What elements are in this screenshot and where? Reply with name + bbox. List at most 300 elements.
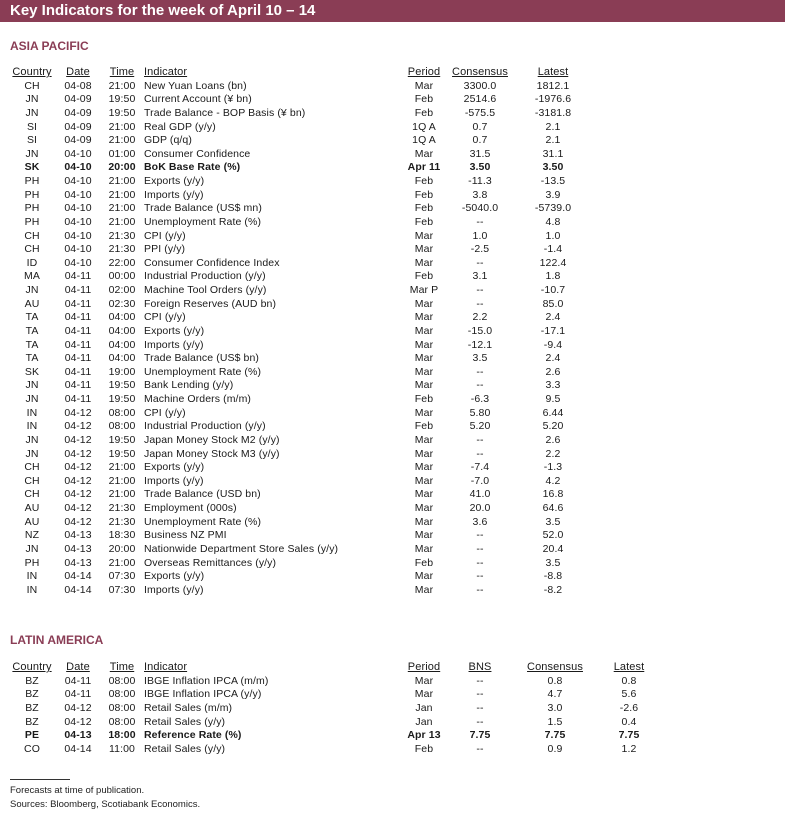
cell-time: 02:00 — [108, 284, 136, 296]
cell-period: Mar — [414, 147, 434, 160]
table-row — [8, 107, 594, 121]
cell-date: 04-14 — [64, 570, 92, 583]
cell-period: Feb — [414, 93, 434, 106]
cell-period: Apr 11 — [407, 161, 441, 174]
cell-indicator: Machine Tool Orders (y/y) — [144, 284, 267, 296]
table-row — [8, 488, 594, 502]
cell-latest: 4.8 — [545, 215, 561, 228]
cell-date: 04-11 — [64, 674, 92, 687]
table-row — [8, 189, 594, 203]
cell-indicator: Exports (y/y) — [144, 175, 205, 187]
cell-time: 04:00 — [108, 311, 136, 324]
cell-time: 21:30 — [108, 502, 136, 514]
cell-period: Feb — [414, 202, 434, 215]
cell-country: CO — [24, 742, 40, 755]
cell-date: 04-13 — [64, 556, 92, 569]
cell-indicator: Japan Money Stock M2 (y/y) — [144, 433, 280, 446]
cell-consensus: 0.9 — [547, 742, 563, 755]
cell-period: Mar — [414, 365, 434, 378]
column-header-latest: Latest — [613, 661, 645, 673]
cell-time: 07:30 — [108, 570, 136, 583]
cell-consensus: -6.3 — [470, 393, 490, 405]
cell-time: 11:00 — [109, 742, 135, 755]
cell-country: AU — [24, 297, 40, 310]
footnote-divider — [10, 779, 70, 780]
cell-country: MA — [24, 270, 40, 283]
cell-period: Feb — [414, 556, 434, 569]
cell-country: ID — [26, 256, 38, 269]
cell-date: 04-11 — [64, 379, 92, 392]
cell-country: TA — [25, 338, 39, 351]
column-header-consensus: Consensus — [527, 661, 583, 673]
cell-time: 19:50 — [108, 393, 136, 405]
cell-period: Feb — [414, 393, 434, 405]
table-row — [8, 420, 594, 434]
column-header-bns: BNS — [468, 661, 492, 673]
table-row — [8, 121, 594, 135]
cell-latest: -10.7 — [540, 284, 566, 296]
cell-indicator: Machine Orders (m/m) — [144, 393, 252, 405]
cell-latest: 2.4 — [545, 311, 561, 324]
cell-country: TA — [25, 352, 39, 365]
cell-date: 04-12 — [64, 502, 92, 514]
cell-country: JN — [25, 542, 39, 555]
cell-period: Mar — [414, 311, 434, 324]
cell-date: 04-10 — [64, 229, 92, 242]
table-row — [8, 352, 594, 366]
cell-time: 20:00 — [108, 542, 136, 555]
cell-country: JN — [25, 93, 39, 106]
cell-time: 08:00 — [108, 674, 136, 687]
cell-time: 21:00 — [108, 202, 136, 215]
cell-consensus: -2.5 — [470, 243, 490, 256]
cell-latest: 3.3 — [545, 379, 561, 392]
cell-date: 04-10 — [64, 161, 92, 174]
table-row — [8, 702, 660, 716]
cell-consensus: 0.7 — [472, 134, 488, 147]
cell-time: 21:00 — [108, 461, 136, 474]
cell-latest: 16.8 — [542, 488, 564, 501]
cell-indicator: CPI (y/y) — [144, 311, 186, 324]
cell-indicator: Business NZ PMI — [144, 529, 227, 542]
table-row — [8, 584, 594, 598]
cell-period: Mar — [414, 352, 434, 365]
cell-consensus: -7.4 — [470, 461, 490, 474]
cell-indicator: Imports (y/y) — [144, 583, 204, 596]
table-row — [8, 434, 594, 448]
cell-indicator: Foreign Reserves (AUD bn) — [144, 297, 277, 310]
cell-indicator: Exports (y/y) — [144, 461, 205, 474]
cell-time: 20:00 — [108, 161, 136, 174]
cell-country: PH — [24, 556, 40, 569]
cell-country: CH — [24, 461, 40, 474]
cell-period: Feb — [414, 188, 434, 201]
table-row — [8, 475, 594, 489]
cell-consensus: -- — [476, 256, 484, 269]
cell-indicator: GDP (q/q) — [144, 134, 192, 147]
cell-indicator: BoK Base Rate (%) — [144, 161, 241, 174]
table-row — [8, 448, 594, 462]
cell-date: 04-11 — [64, 393, 92, 405]
cell-period: Mar — [414, 447, 434, 460]
table-row — [8, 379, 594, 393]
cell-time: 08:00 — [108, 406, 136, 419]
footnote-sources: Sources: Bloomberg, Scotiabank Economics. — [10, 799, 201, 810]
table-row — [8, 407, 594, 421]
cell-indicator: Trade Balance (USD bn) — [144, 488, 261, 501]
table-row — [8, 243, 594, 257]
cell-indicator: Unemployment Rate (%) — [144, 515, 262, 528]
cell-period: Mar — [414, 488, 434, 501]
cell-period: Feb — [414, 420, 434, 433]
cell-period: Feb — [414, 215, 434, 228]
cell-indicator: Real GDP (y/y) — [144, 120, 216, 133]
cell-consensus: 3.0 — [547, 701, 563, 714]
cell-indicator: Exports (y/y) — [144, 324, 205, 337]
cell-period: Mar — [414, 243, 434, 256]
cell-latest: 2.6 — [545, 433, 561, 446]
cell-indicator: Employment (000s) — [144, 502, 237, 514]
cell-date: 04-12 — [64, 447, 92, 460]
table-row — [8, 257, 594, 271]
cell-latest: -1.4 — [543, 243, 563, 256]
table-row — [8, 325, 594, 339]
column-header-time: Time — [109, 66, 135, 78]
cell-time: 21:00 — [108, 120, 136, 133]
cell-consensus: -11.3 — [468, 175, 492, 187]
cell-date: 04-11 — [64, 352, 92, 365]
cell-country: PH — [24, 215, 40, 228]
cell-date: 04-12 — [64, 701, 92, 714]
cell-consensus: -- — [476, 570, 484, 583]
cell-country: CH — [24, 488, 40, 501]
cell-consensus: -- — [476, 379, 484, 392]
cell-consensus: 3.6 — [472, 515, 488, 528]
cell-latest: 3.9 — [545, 188, 561, 201]
cell-time: 21:00 — [108, 175, 136, 187]
table-row — [8, 93, 594, 107]
cell-country: CH — [24, 229, 40, 242]
cell-consensus: -- — [476, 433, 484, 446]
table-row — [8, 148, 594, 162]
cell-period: Mar — [414, 461, 434, 474]
cell-time: 18:00 — [108, 729, 136, 742]
cell-consensus: 3.5 — [472, 352, 488, 365]
column-header-time: Time — [109, 661, 135, 673]
cell-date: 04-12 — [64, 406, 92, 419]
latin-america-heading: LATIN AMERICA — [10, 633, 104, 647]
cell-indicator: Trade Balance - BOP Basis (¥ bn) — [144, 106, 306, 119]
cell-period: Apr 13 — [407, 729, 441, 742]
cell-date: 04-14 — [64, 583, 92, 596]
cell-period: Mar — [414, 433, 434, 446]
cell-time: 02:30 — [108, 297, 136, 310]
cell-period: Mar — [414, 515, 434, 528]
cell-latest: 2.4 — [545, 352, 561, 365]
table-row — [8, 716, 660, 730]
cell-date: 04-09 — [64, 134, 92, 147]
cell-consensus: -7.0 — [470, 474, 490, 487]
table-row — [8, 675, 660, 689]
cell-period: Mar — [414, 570, 434, 583]
cell-time: 07:30 — [108, 583, 136, 596]
cell-time: 01:00 — [108, 147, 136, 160]
cell-consensus: -- — [476, 284, 484, 296]
cell-date: 04-10 — [64, 243, 92, 256]
cell-indicator: Exports (y/y) — [144, 570, 205, 583]
cell-latest: 9.5 — [545, 393, 561, 405]
cell-date: 04-10 — [64, 256, 92, 269]
cell-consensus: 3.8 — [472, 188, 488, 201]
cell-period: Jan — [415, 701, 433, 714]
cell-period: Mar — [414, 297, 434, 310]
cell-indicator: Japan Money Stock M3 (y/y) — [144, 447, 280, 460]
cell-latest: -8.8 — [543, 570, 563, 583]
cell-period: Mar — [414, 674, 434, 687]
cell-time: 21:00 — [108, 79, 136, 92]
cell-date: 04-13 — [64, 542, 92, 555]
cell-latest: -8.2 — [543, 583, 563, 596]
cell-date: 04-08 — [64, 79, 92, 92]
cell-date: 04-11 — [64, 311, 92, 324]
column-header-date: Date — [66, 66, 90, 78]
cell-consensus: -- — [476, 447, 484, 460]
cell-indicator: Unemployment Rate (%) — [144, 365, 262, 378]
cell-period: Mar — [414, 79, 434, 92]
footnote-forecasts: Forecasts at time of publication. — [10, 785, 145, 796]
cell-latest: 0.4 — [621, 715, 637, 728]
column-header-date: Date — [66, 661, 90, 673]
cell-latest: -1.3 — [543, 461, 563, 474]
cell-country: CH — [24, 79, 40, 92]
cell-country: BZ — [25, 674, 39, 687]
cell-country: PH — [24, 175, 40, 187]
page-title: Key Indicators for the week of April 10 – 14 — [0, 0, 785, 22]
cell-time: 08:00 — [108, 420, 136, 433]
cell-country: PH — [24, 188, 40, 201]
cell-country: SK — [24, 365, 40, 378]
cell-latest: 2.6 — [545, 365, 561, 378]
cell-date: 04-09 — [64, 106, 92, 119]
cell-consensus: 41.0 — [469, 488, 491, 501]
cell-consensus: 0.8 — [547, 674, 563, 687]
cell-date: 04-12 — [64, 715, 92, 728]
cell-consensus: 5.20 — [469, 420, 491, 433]
cell-period: Feb — [414, 175, 434, 187]
cell-period: Mar — [414, 542, 434, 555]
cell-date: 04-12 — [64, 433, 92, 446]
cell-bns: -- — [476, 701, 484, 714]
table-row — [8, 502, 594, 516]
cell-time: 21:00 — [108, 474, 136, 487]
table-row — [8, 729, 660, 743]
cell-latest: 3.5 — [545, 515, 561, 528]
cell-country: JN — [25, 393, 39, 405]
table-row — [8, 311, 594, 325]
cell-latest: -13.5 — [540, 175, 566, 187]
cell-latest: -2.6 — [619, 701, 639, 714]
cell-consensus: 1.5 — [547, 715, 563, 728]
cell-consensus: -- — [476, 542, 484, 555]
cell-date: 04-11 — [64, 324, 92, 337]
cell-consensus: -15.0 — [467, 324, 493, 337]
cell-time: 18:30 — [108, 529, 136, 542]
cell-indicator: Bank Lending (y/y) — [144, 379, 234, 392]
cell-date: 04-10 — [64, 147, 92, 160]
table-row — [8, 557, 594, 571]
cell-time: 21:30 — [108, 515, 136, 528]
cell-latest: 3.50 — [542, 161, 564, 174]
cell-bns: -- — [476, 715, 484, 728]
cell-time: 21:00 — [108, 188, 136, 201]
cell-latest: 1.8 — [545, 270, 561, 283]
cell-date: 04-10 — [64, 175, 92, 187]
cell-indicator: IBGE Inflation IPCA (m/m) — [144, 674, 269, 687]
cell-indicator: Nationwide Department Store Sales (y/y) — [144, 542, 339, 555]
cell-period: Mar — [414, 324, 434, 337]
cell-period: Feb — [414, 742, 434, 755]
cell-indicator: Trade Balance (US$ mn) — [144, 202, 262, 215]
cell-latest: 7.75 — [618, 729, 640, 742]
cell-indicator: Consumer Confidence Index — [144, 256, 280, 269]
cell-period: Mar — [414, 474, 434, 487]
cell-latest: -3181.8 — [534, 106, 572, 119]
cell-country: NZ — [24, 529, 40, 542]
cell-time: 21:00 — [108, 134, 136, 147]
cell-country: PE — [24, 729, 40, 742]
cell-country: PH — [24, 202, 40, 215]
cell-country: IN — [26, 420, 38, 433]
cell-latest: 2.1 — [545, 134, 561, 147]
cell-latest: 20.4 — [542, 542, 564, 555]
cell-time: 19:50 — [108, 447, 136, 460]
cell-period: Jan — [415, 715, 433, 728]
cell-latest: 5.20 — [542, 420, 564, 433]
cell-consensus: 5.80 — [469, 406, 491, 419]
cell-time: 21:30 — [108, 243, 136, 256]
asia-pacific-table — [8, 66, 594, 597]
cell-period: 1Q A — [412, 134, 436, 147]
cell-time: 04:00 — [108, 324, 136, 337]
cell-period: Mar — [414, 338, 434, 351]
cell-country: BZ — [25, 688, 39, 701]
cell-country: TA — [25, 311, 39, 324]
table-row — [8, 570, 594, 584]
cell-date: 04-11 — [64, 365, 92, 378]
cell-latest: 31.1 — [542, 147, 564, 160]
table-row — [8, 284, 594, 298]
cell-latest: 1.0 — [545, 229, 561, 242]
cell-indicator: Retail Sales (y/y) — [144, 715, 226, 728]
cell-country: IN — [26, 406, 38, 419]
table-row — [8, 270, 594, 284]
cell-time: 21:00 — [108, 215, 136, 228]
cell-period: 1Q A — [412, 120, 436, 133]
cell-consensus: -- — [476, 215, 484, 228]
table-row — [8, 161, 594, 175]
cell-latest: 3.5 — [545, 556, 561, 569]
cell-time: 21:30 — [108, 229, 136, 242]
cell-indicator: Retail Sales (m/m) — [144, 701, 233, 714]
cell-date: 04-14 — [64, 742, 92, 755]
cell-consensus: -- — [476, 583, 484, 596]
cell-date: 04-11 — [64, 338, 92, 351]
cell-indicator: Retail Sales (y/y) — [144, 742, 226, 755]
cell-date: 04-12 — [64, 461, 92, 474]
cell-time: 19:00 — [108, 365, 136, 378]
cell-country: JN — [25, 433, 39, 446]
cell-consensus: -5040.0 — [461, 202, 499, 215]
cell-time: 08:00 — [108, 688, 136, 701]
cell-indicator: Imports (y/y) — [144, 474, 204, 487]
cell-time: 00:00 — [108, 270, 136, 283]
cell-latest: 122.4 — [539, 256, 567, 269]
table-row — [8, 688, 660, 702]
cell-period: Mar — [414, 502, 434, 514]
cell-country: BZ — [25, 701, 39, 714]
cell-country: IN — [26, 583, 38, 596]
cell-latest: -9.4 — [543, 338, 563, 351]
cell-date: 04-09 — [64, 120, 92, 133]
cell-country: SI — [26, 120, 38, 133]
cell-latest: 6.44 — [542, 406, 564, 419]
table-row — [8, 516, 594, 530]
cell-time: 21:00 — [108, 488, 136, 501]
cell-consensus: 3.50 — [469, 161, 491, 174]
cell-period: Mar — [414, 688, 434, 701]
cell-consensus: -- — [476, 556, 484, 569]
cell-country: SK — [24, 161, 40, 174]
cell-indicator: CPI (y/y) — [144, 229, 186, 242]
cell-date: 04-12 — [64, 488, 92, 501]
cell-country: AU — [24, 515, 40, 528]
cell-date: 04-11 — [64, 284, 92, 296]
cell-indicator: Consumer Confidence — [144, 147, 251, 160]
cell-latest: -1976.6 — [534, 93, 572, 106]
cell-date: 04-12 — [64, 474, 92, 487]
cell-indicator: New Yuan Loans (bn) — [144, 79, 247, 92]
cell-period: Mar — [414, 229, 434, 242]
cell-latest: 4.2 — [545, 474, 561, 487]
column-header-country: Country — [12, 66, 52, 78]
cell-country: JN — [25, 106, 39, 119]
cell-time: 08:00 — [108, 701, 136, 714]
cell-indicator: Industrial Production (y/y) — [144, 420, 266, 433]
cell-date: 04-13 — [64, 529, 92, 542]
cell-latest: 5.6 — [621, 688, 637, 701]
column-header-indicator: Indicator — [144, 66, 188, 78]
table-row — [8, 134, 594, 148]
cell-indicator: IBGE Inflation IPCA (y/y) — [144, 688, 262, 701]
column-header-period: Period — [407, 66, 441, 78]
cell-time: 04:00 — [108, 338, 136, 351]
cell-indicator: Imports (y/y) — [144, 188, 204, 201]
table-row — [8, 80, 594, 94]
cell-country: JN — [25, 379, 39, 392]
cell-consensus: -- — [476, 529, 484, 542]
cell-period: Mar P — [409, 284, 439, 296]
cell-consensus: 4.7 — [547, 688, 563, 701]
cell-country: TA — [25, 324, 39, 337]
cell-consensus: 20.0 — [469, 502, 491, 514]
column-header-indicator: Indicator — [144, 661, 188, 673]
cell-date: 04-12 — [64, 420, 92, 433]
cell-date: 04-09 — [64, 93, 92, 106]
cell-consensus: 0.7 — [472, 120, 488, 133]
cell-country: BZ — [25, 715, 39, 728]
cell-consensus: 3.1 — [472, 270, 488, 283]
column-header-country: Country — [12, 661, 52, 673]
